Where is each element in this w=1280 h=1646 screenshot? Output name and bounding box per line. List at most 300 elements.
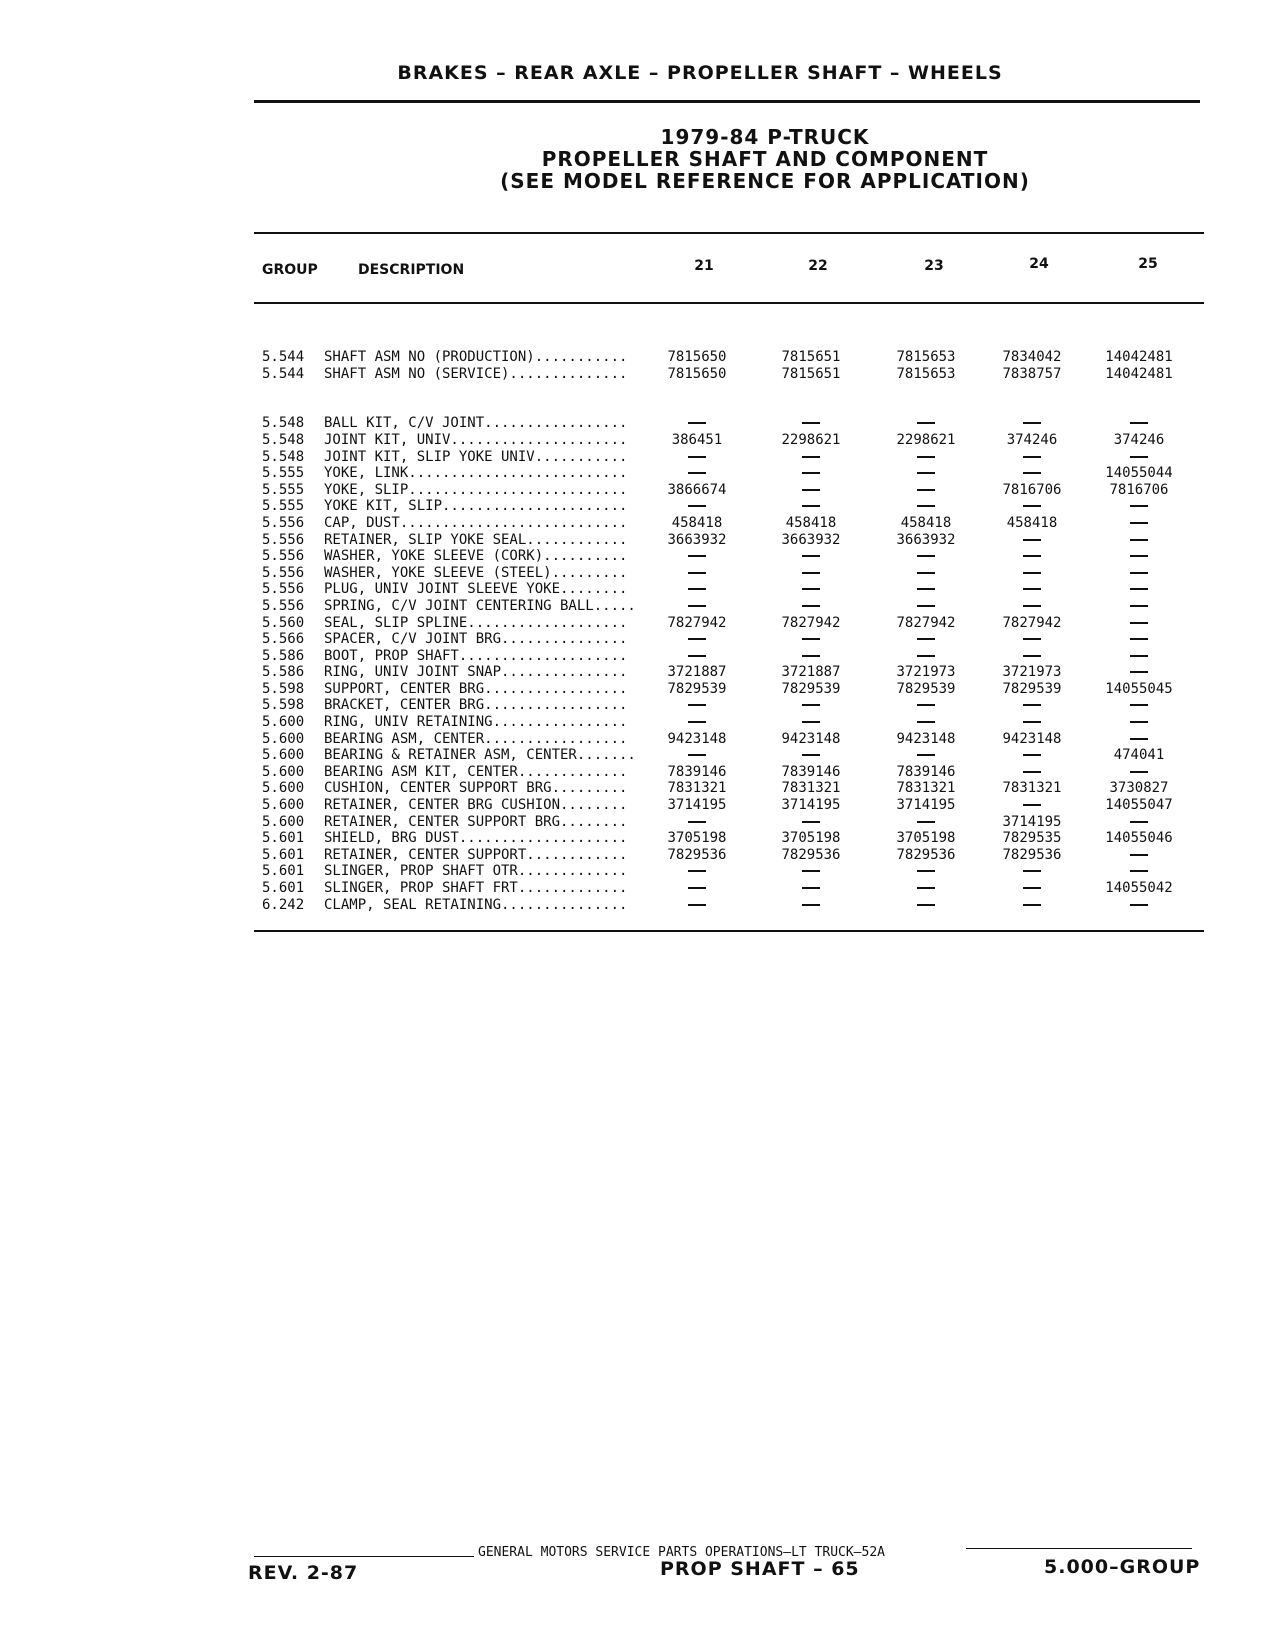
footer-page: PROP SHAFT – 65 — [660, 1558, 860, 1580]
part-description: RETAINER, CENTER SUPPORT............ — [324, 846, 628, 863]
dash-mark — [1023, 588, 1041, 590]
header-rule — [254, 100, 1200, 103]
dash-mark — [802, 489, 820, 491]
part-description: RETAINER, CENTER BRG CUSHION........ — [324, 797, 628, 814]
column-header-model-22: 22 — [808, 258, 828, 274]
column-header-model-24: 24 — [1029, 256, 1049, 272]
not-applicable-dash — [977, 797, 1087, 814]
part-number-cell: 3714195 — [896, 797, 956, 814]
title-block — [250, 126, 1280, 192]
part-description: YOKE, SLIP.......................... — [324, 481, 628, 498]
not-applicable-dash — [977, 897, 1087, 914]
group-number: 5.556 — [262, 531, 305, 548]
part-number-cell: 7827942 — [781, 614, 841, 631]
dash-mark — [802, 821, 820, 823]
section-header: BRAKES – REAR AXLE – PROPELLER SHAFT – WHEELS — [397, 62, 1003, 84]
part-number-cell: 14055047 — [1105, 797, 1173, 814]
part-number-cell: 3663932 — [667, 531, 727, 548]
dash-mark — [1023, 472, 1041, 474]
dash-mark — [1023, 771, 1041, 773]
title-line-1: 1979-84 P-TRUCK — [660, 125, 870, 149]
part-number-cell: 3705198 — [667, 830, 727, 847]
dash-mark — [688, 638, 706, 640]
column-header-group: GROUP — [262, 262, 318, 278]
not-applicable-dash — [642, 598, 752, 615]
part-number-cell: 7815653 — [896, 365, 956, 382]
dash-mark — [1023, 870, 1041, 872]
not-applicable-dash — [756, 714, 866, 731]
part-number-cell: 7829539 — [1002, 680, 1062, 697]
dash-mark — [688, 821, 706, 823]
not-applicable-dash — [642, 863, 752, 880]
not-applicable-dash — [977, 697, 1087, 714]
not-applicable-dash — [642, 449, 752, 466]
part-number-cell: 14042481 — [1105, 365, 1173, 382]
group-number: 5.601 — [262, 880, 305, 896]
not-applicable-dash — [642, 697, 752, 714]
not-applicable-dash — [756, 465, 866, 482]
dash-mark — [1130, 522, 1148, 524]
dash-mark — [802, 588, 820, 590]
dash-mark — [1023, 539, 1041, 541]
dash-mark — [802, 605, 820, 607]
not-applicable-dash — [977, 598, 1087, 615]
group-number: 5.598 — [262, 680, 305, 697]
part-number-cell: 7816706 — [1002, 481, 1062, 498]
part-number-cell: 7829536 — [1002, 846, 1062, 863]
group-number: 5.560 — [262, 614, 305, 631]
dash-mark — [917, 655, 935, 657]
dash-mark — [917, 638, 935, 640]
part-number-cell: 3714195 — [1002, 813, 1062, 830]
part-number-cell: 458418 — [900, 514, 952, 531]
part-number-cell: 7831321 — [1002, 780, 1062, 797]
part-number-cell: 7831321 — [896, 780, 956, 797]
not-applicable-dash — [756, 482, 866, 499]
part-number-cell: 3663932 — [896, 531, 956, 548]
dash-mark — [917, 472, 935, 474]
not-applicable-dash — [1084, 863, 1194, 880]
part-description: JOINT KIT, SLIP YOKE UNIV........... — [324, 448, 628, 465]
part-description: JOINT KIT, UNIV..................... — [324, 431, 628, 448]
part-description: BALL KIT, C/V JOINT................. — [324, 415, 628, 432]
part-number-cell: 14055045 — [1105, 680, 1173, 697]
not-applicable-dash — [1084, 449, 1194, 466]
part-number-cell: 14055042 — [1105, 880, 1173, 896]
part-number-cell: 7838757 — [1002, 365, 1062, 382]
dash-mark — [1130, 539, 1148, 541]
part-number-cell: 3721887 — [667, 664, 727, 681]
part-description: RETAINER, SLIP YOKE SEAL............ — [324, 531, 628, 548]
not-applicable-dash — [756, 631, 866, 648]
part-description: RING, UNIV JOINT SNAP............... — [324, 664, 628, 681]
not-applicable-dash — [1084, 648, 1194, 665]
not-applicable-dash — [977, 747, 1087, 764]
part-number-cell: 7827942 — [1002, 614, 1062, 631]
part-description: BOOT, PROP SHAFT.................... — [324, 647, 628, 664]
dash-mark — [1130, 870, 1148, 872]
group-number: 5.556 — [262, 597, 305, 614]
dash-mark — [688, 754, 706, 756]
part-number-cell: 7815651 — [781, 349, 841, 365]
dash-mark — [1023, 655, 1041, 657]
dash-mark — [1023, 804, 1041, 806]
group-number: 5.601 — [262, 846, 305, 863]
dash-mark — [688, 572, 706, 574]
part-number-cell: 374246 — [1113, 431, 1165, 448]
dash-mark — [688, 456, 706, 458]
part-description: RETAINER, CENTER SUPPORT BRG........ — [324, 813, 628, 830]
not-applicable-dash — [642, 581, 752, 598]
part-description: SPACER, C/V JOINT BRG............... — [324, 631, 628, 648]
not-applicable-dash — [756, 548, 866, 565]
footer-rule-right — [966, 1548, 1192, 1549]
group-number: 5.601 — [262, 830, 305, 847]
not-applicable-dash — [871, 814, 981, 831]
part-number-cell: 9423148 — [1002, 730, 1062, 747]
not-applicable-dash — [871, 548, 981, 565]
part-description: WASHER, YOKE SLEEVE (STEEL)......... — [324, 564, 628, 581]
not-applicable-dash — [1084, 532, 1194, 549]
not-applicable-dash — [756, 415, 866, 432]
part-number-cell: 3705198 — [896, 830, 956, 847]
not-applicable-dash — [1084, 731, 1194, 748]
column-header-model-21: 21 — [694, 258, 714, 274]
part-number-cell: 3714195 — [667, 797, 727, 814]
dash-mark — [802, 704, 820, 706]
part-number-cell: 7839146 — [896, 763, 956, 780]
dash-mark — [802, 887, 820, 889]
not-applicable-dash — [642, 565, 752, 582]
not-applicable-dash — [871, 648, 981, 665]
not-applicable-dash — [871, 697, 981, 714]
not-applicable-dash — [871, 880, 981, 897]
dash-mark — [1130, 555, 1148, 557]
not-applicable-dash — [756, 565, 866, 582]
dash-mark — [917, 505, 935, 507]
not-applicable-dash — [1084, 548, 1194, 565]
part-number-cell: 7829539 — [781, 680, 841, 697]
dash-mark — [802, 655, 820, 657]
not-applicable-dash — [977, 415, 1087, 432]
not-applicable-dash — [871, 565, 981, 582]
dash-mark — [917, 887, 935, 889]
part-number-cell: 7839146 — [781, 763, 841, 780]
dash-mark — [1130, 721, 1148, 723]
dash-mark — [1023, 904, 1041, 906]
part-number-cell: 7831321 — [781, 780, 841, 797]
group-number: 5.555 — [262, 465, 305, 482]
part-number-cell: 3714195 — [781, 797, 841, 814]
group-number: 5.556 — [262, 548, 305, 565]
dash-mark — [917, 821, 935, 823]
group-number: 5.586 — [262, 664, 305, 681]
not-applicable-dash — [977, 764, 1087, 781]
not-applicable-dash — [642, 897, 752, 914]
table-bottom-rule — [254, 930, 1204, 932]
part-number-cell: 7829539 — [667, 680, 727, 697]
group-number: 5.600 — [262, 747, 305, 764]
part-number-cell: 458418 — [785, 514, 837, 531]
group-number: 5.600 — [262, 714, 305, 731]
group-number: 5.548 — [262, 431, 305, 448]
not-applicable-dash — [642, 465, 752, 482]
dash-mark — [688, 472, 706, 474]
part-number-cell: 2298621 — [781, 431, 841, 448]
group-number: 5.544 — [262, 349, 305, 365]
not-applicable-dash — [1084, 581, 1194, 598]
part-description: BEARING & RETAINER ASM, CENTER....... — [324, 747, 636, 764]
not-applicable-dash — [756, 697, 866, 714]
not-applicable-dash — [1084, 598, 1194, 615]
not-applicable-dash — [1084, 697, 1194, 714]
not-applicable-dash — [977, 863, 1087, 880]
part-number-cell: 7829536 — [781, 846, 841, 863]
not-applicable-dash — [1084, 714, 1194, 731]
not-applicable-dash — [642, 548, 752, 565]
dash-mark — [802, 555, 820, 557]
group-number: 5.600 — [262, 730, 305, 747]
not-applicable-dash — [871, 598, 981, 615]
dash-mark — [802, 754, 820, 756]
group-number: 5.601 — [262, 863, 305, 880]
part-description: WASHER, YOKE SLEEVE (CORK).......... — [324, 548, 628, 565]
title-line-2: PROPELLER SHAFT AND COMPONENT — [541, 147, 989, 171]
dash-mark — [1023, 572, 1041, 574]
not-applicable-dash — [756, 747, 866, 764]
not-applicable-dash — [977, 532, 1087, 549]
not-applicable-dash — [642, 880, 752, 897]
not-applicable-dash — [756, 581, 866, 598]
dash-mark — [688, 588, 706, 590]
part-number-cell: 9423148 — [896, 730, 956, 747]
not-applicable-dash — [1084, 897, 1194, 914]
footer-group: 5.000–GROUP — [1044, 1556, 1201, 1578]
part-description: BRACKET, CENTER BRG................. — [324, 697, 628, 714]
part-description: SUPPORT, CENTER BRG................. — [324, 680, 628, 697]
part-number-cell: 3866674 — [667, 481, 727, 498]
part-number-cell: 458418 — [671, 514, 723, 531]
part-number-cell: 7831321 — [667, 780, 727, 797]
part-number-cell: 374246 — [1006, 431, 1058, 448]
not-applicable-dash — [977, 631, 1087, 648]
part-number-cell: 3721973 — [1002, 664, 1062, 681]
group-number: 5.556 — [262, 581, 305, 598]
dash-mark — [1130, 622, 1148, 624]
part-description: YOKE KIT, SLIP...................... — [324, 498, 628, 515]
part-description: BEARING ASM, CENTER................. — [324, 730, 628, 747]
part-number-cell: 14055044 — [1105, 465, 1173, 482]
dash-mark — [1130, 572, 1148, 574]
dash-mark — [688, 555, 706, 557]
not-applicable-dash — [871, 498, 981, 515]
dash-mark — [917, 605, 935, 607]
not-applicable-dash — [756, 598, 866, 615]
dash-mark — [1023, 887, 1041, 889]
not-applicable-dash — [871, 714, 981, 731]
column-header-description: DESCRIPTION — [358, 262, 465, 278]
part-number-cell: 2298621 — [896, 431, 956, 448]
group-number: 5.556 — [262, 514, 305, 531]
dash-mark — [1130, 655, 1148, 657]
part-description: PLUG, UNIV JOINT SLEEVE YOKE........ — [324, 581, 628, 598]
dash-mark — [688, 605, 706, 607]
not-applicable-dash — [871, 747, 981, 764]
part-number-cell: 3730827 — [1109, 780, 1169, 797]
not-applicable-dash — [977, 581, 1087, 598]
not-applicable-dash — [756, 648, 866, 665]
dash-mark — [1130, 456, 1148, 458]
part-number-cell: 7827942 — [667, 614, 727, 631]
not-applicable-dash — [1084, 664, 1194, 681]
dash-mark — [1023, 704, 1041, 706]
not-applicable-dash — [977, 565, 1087, 582]
not-applicable-dash — [871, 415, 981, 432]
part-number-cell: 7815651 — [781, 365, 841, 382]
not-applicable-dash — [871, 897, 981, 914]
part-number-cell: 7829536 — [896, 846, 956, 863]
dash-mark — [1130, 704, 1148, 706]
dash-mark — [1130, 588, 1148, 590]
not-applicable-dash — [871, 631, 981, 648]
part-number-cell: 7829535 — [1002, 830, 1062, 847]
dash-mark — [1130, 771, 1148, 773]
dash-mark — [688, 870, 706, 872]
dash-mark — [917, 754, 935, 756]
dash-mark — [917, 704, 935, 706]
column-header-model-23: 23 — [924, 258, 944, 274]
table-top-rule — [254, 232, 1204, 234]
not-applicable-dash — [642, 747, 752, 764]
title-line-3: (SEE MODEL REFERENCE FOR APPLICATION) — [500, 169, 1030, 193]
not-applicable-dash — [977, 465, 1087, 482]
not-applicable-dash — [642, 814, 752, 831]
part-description: SEAL, SLIP SPLINE................... — [324, 614, 628, 631]
part-description: SPRING, C/V JOINT CENTERING BALL..... — [324, 597, 636, 614]
part-number-cell: 3721973 — [896, 664, 956, 681]
part-number-cell: 7839146 — [667, 763, 727, 780]
part-number-cell: 7829539 — [896, 680, 956, 697]
not-applicable-dash — [1084, 631, 1194, 648]
part-description: SLINGER, PROP SHAFT OTR............. — [324, 863, 628, 880]
part-description: CLAMP, SEAL RETAINING............... — [324, 896, 628, 913]
not-applicable-dash — [977, 498, 1087, 515]
group-number: 5.556 — [262, 564, 305, 581]
dash-mark — [1130, 422, 1148, 424]
part-number-cell: 7834042 — [1002, 349, 1062, 365]
part-number-cell: 9423148 — [781, 730, 841, 747]
dash-mark — [688, 505, 706, 507]
dash-mark — [802, 472, 820, 474]
dash-mark — [802, 572, 820, 574]
part-number-cell: 474041 — [1113, 747, 1165, 764]
dash-mark — [802, 870, 820, 872]
group-number: 6.242 — [262, 896, 305, 913]
group-number: 5.548 — [262, 448, 305, 465]
dash-mark — [1130, 854, 1148, 856]
dash-mark — [1023, 456, 1041, 458]
not-applicable-dash — [1084, 615, 1194, 632]
dash-mark — [688, 422, 706, 424]
dash-mark — [1023, 505, 1041, 507]
dash-mark — [688, 904, 706, 906]
dash-mark — [688, 704, 706, 706]
footer-source: GENERAL MOTORS SERVICE PARTS OPERATIONS—LT TRUCK—52A — [478, 1545, 885, 1560]
dash-mark — [917, 721, 935, 723]
not-applicable-dash — [871, 465, 981, 482]
part-description: SHAFT ASM NO (PRODUCTION)........... — [324, 349, 628, 365]
part-description: RING, UNIV RETAINING................ — [324, 714, 628, 731]
dash-mark — [917, 588, 935, 590]
not-applicable-dash — [1084, 764, 1194, 781]
footer-rule-left — [254, 1556, 474, 1557]
part-number-cell: 7827942 — [896, 614, 956, 631]
dash-mark — [917, 489, 935, 491]
group-number: 5.548 — [262, 415, 305, 432]
group-number: 5.544 — [262, 365, 305, 382]
part-number-cell: 14055046 — [1105, 830, 1173, 847]
part-number-cell: 3663932 — [781, 531, 841, 548]
part-number-cell: 3721887 — [781, 664, 841, 681]
part-number-cell: 7815650 — [667, 349, 727, 365]
dash-mark — [802, 904, 820, 906]
group-number: 5.586 — [262, 647, 305, 664]
group-number: 5.600 — [262, 780, 305, 797]
dash-mark — [1130, 904, 1148, 906]
dash-mark — [802, 505, 820, 507]
dash-mark — [1130, 738, 1148, 740]
dash-mark — [1130, 821, 1148, 823]
part-description: SHAFT ASM NO (SERVICE).............. — [324, 365, 628, 382]
footer-rev: REV. 2-87 — [248, 1562, 359, 1584]
not-applicable-dash — [642, 714, 752, 731]
not-applicable-dash — [642, 648, 752, 665]
dash-mark — [1023, 754, 1041, 756]
part-description: BEARING ASM KIT, CENTER............. — [324, 763, 628, 780]
group-number: 5.600 — [262, 813, 305, 830]
dash-mark — [917, 422, 935, 424]
not-applicable-dash — [977, 880, 1087, 897]
dash-mark — [1023, 721, 1041, 723]
dash-mark — [1023, 638, 1041, 640]
part-description: SLINGER, PROP SHAFT FRT............. — [324, 880, 628, 896]
dash-mark — [917, 870, 935, 872]
dash-mark — [688, 721, 706, 723]
dash-mark — [802, 638, 820, 640]
not-applicable-dash — [642, 498, 752, 515]
not-applicable-dash — [1084, 565, 1194, 582]
dash-mark — [1023, 422, 1041, 424]
not-applicable-dash — [977, 548, 1087, 565]
part-description: SHIELD, BRG DUST.................... — [324, 830, 628, 847]
dash-mark — [1023, 605, 1041, 607]
not-applicable-dash — [756, 814, 866, 831]
part-number-cell: 14042481 — [1105, 349, 1173, 365]
part-number-cell: 7829536 — [667, 846, 727, 863]
group-number: 5.600 — [262, 797, 305, 814]
group-number: 5.555 — [262, 481, 305, 498]
not-applicable-dash — [1084, 415, 1194, 432]
part-number-cell: 386451 — [671, 431, 723, 448]
not-applicable-dash — [871, 581, 981, 598]
part-number-cell: 7816706 — [1109, 481, 1169, 498]
dash-mark — [1130, 505, 1148, 507]
not-applicable-dash — [1084, 847, 1194, 864]
dash-mark — [1130, 605, 1148, 607]
not-applicable-dash — [1084, 515, 1194, 532]
column-header-model-25: 25 — [1138, 256, 1158, 272]
dash-mark — [917, 904, 935, 906]
